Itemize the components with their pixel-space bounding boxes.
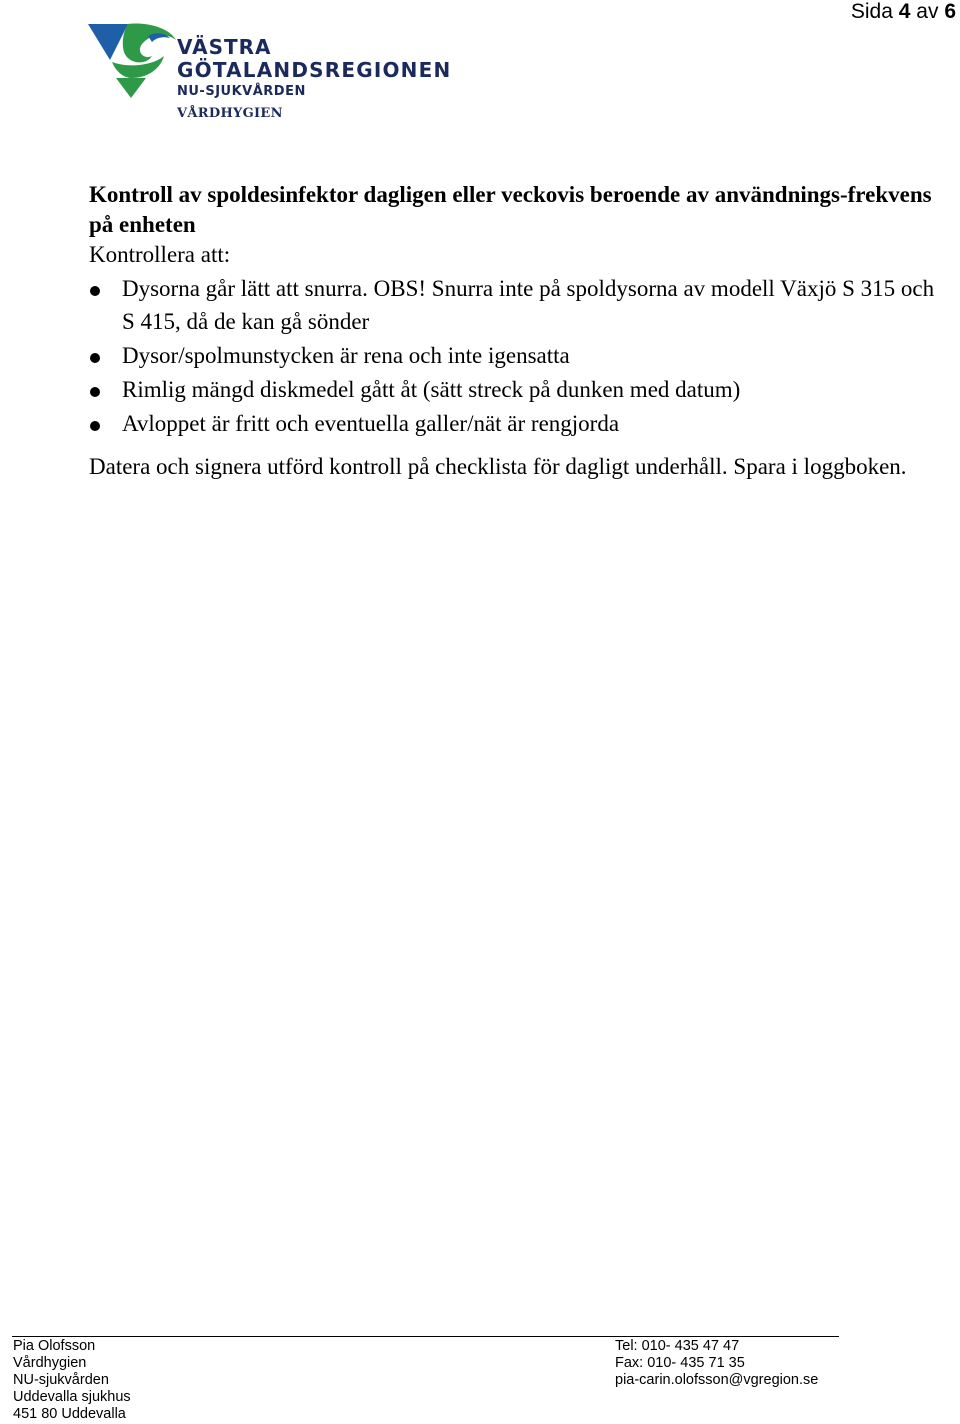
list-item: [89, 373, 949, 406]
logo-line-gotalandsregionen: GÖTALANDSREGIONEN: [177, 58, 452, 82]
logo-line-vastra: VÄSTRA: [177, 35, 272, 59]
page-number-current: 4: [898, 0, 911, 23]
footer-contact-address: [13, 1338, 131, 1423]
logo-text: [177, 36, 451, 102]
footer-postal-address: 451 80 Uddevalla: [13, 1406, 126, 1422]
logo-line-vardhygien: VÅRDHYGIEN: [177, 106, 283, 121]
section-heading: Kontroll av spoldesinfektor dagligen eller veckovis beroende av användnings-frekvens på enheten: [89, 182, 932, 237]
page-number: [851, 0, 956, 24]
footer-phone: Tel: 010- 435 47 47: [615, 1338, 740, 1354]
footer-email: pia-carin.olofsson@vgregion.se: [615, 1372, 819, 1388]
logo-line-nu-sjukvarden: NU-SJUKVÅRDEN: [177, 84, 306, 99]
checklist: [89, 272, 949, 440]
footer-department: Vårdhygien: [13, 1355, 87, 1371]
footer-divider: [12, 1336, 839, 1337]
list-item-text: Rimlig mängd diskmedel gått åt (sätt streck på dunken med datum): [122, 377, 741, 402]
closing-text: Datera och signera utförd kontroll på checklista för dagligt underhåll. Spara i loggboken.: [89, 454, 907, 479]
list-item-text: Avloppet är fritt och eventuella galler/nät är rengjorda: [122, 411, 620, 436]
page-number-total: 6: [944, 0, 956, 23]
document-body: [89, 180, 949, 482]
footer-hospital: Uddevalla sjukhus: [13, 1389, 131, 1405]
bullet-icon: [90, 286, 100, 296]
page-number-middle: av: [916, 0, 939, 23]
footer-fax: Fax: 010- 435 71 35: [615, 1355, 745, 1371]
list-item-text: Dysor/spolmunstycken är rena och inte igensatta: [122, 343, 570, 368]
organization-logo: [88, 22, 468, 124]
bullet-icon: [90, 387, 100, 397]
footer-name: Pia Olofsson: [13, 1338, 96, 1354]
list-item-text: Dysorna går lätt att snurra. OBS! Snurra inte på spoldysorna av modell Växjö S 315 och S 415, då de kan gå sönder: [122, 276, 935, 334]
logo-emblem-icon: [88, 22, 178, 102]
intro-text: Kontrollera att:: [89, 242, 231, 267]
list-item: [89, 339, 949, 372]
list-item: [89, 407, 949, 440]
list-item: [89, 272, 949, 338]
bullet-icon: [90, 353, 100, 363]
bullet-icon: [90, 421, 100, 431]
footer-organization: NU-sjukvården: [13, 1372, 109, 1388]
page-number-prefix: Sida: [850, 0, 893, 23]
footer-contact-details: [615, 1338, 818, 1389]
